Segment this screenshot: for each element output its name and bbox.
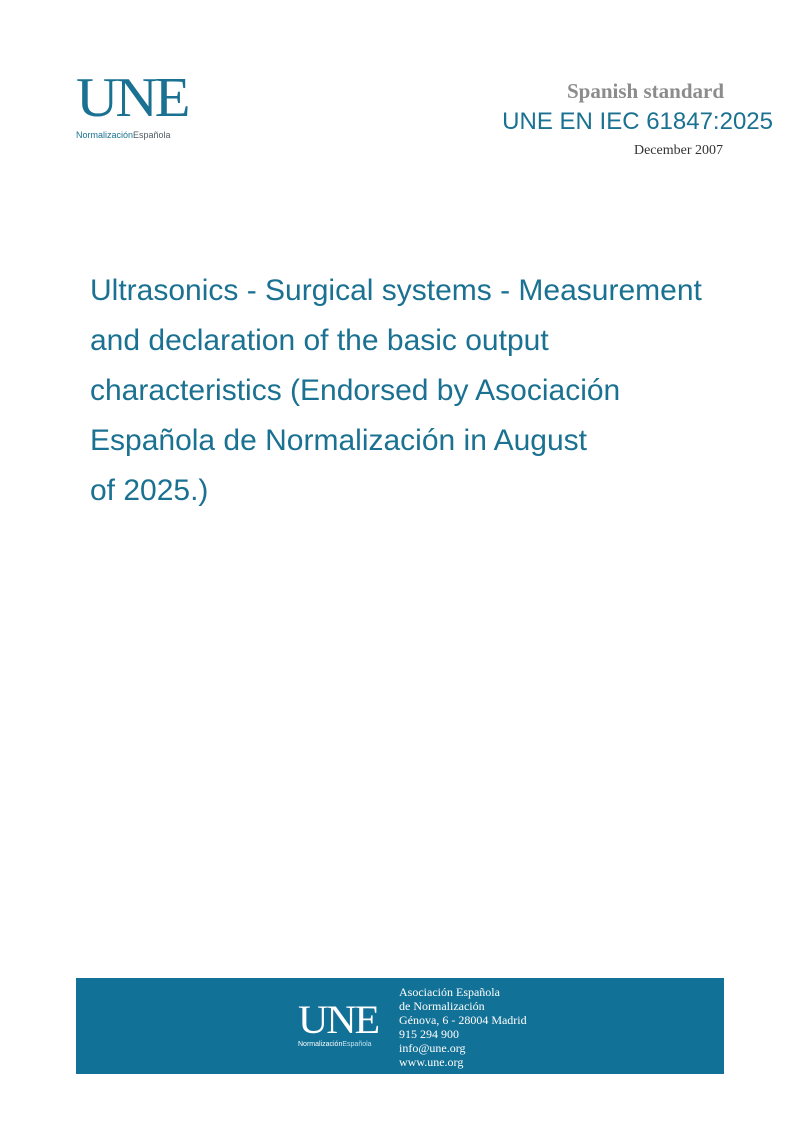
organization-name-line: de Normalización — [399, 999, 485, 1013]
logo-wordmark: UNE — [76, 67, 188, 129]
document-header — [502, 78, 773, 160]
phone-number: 915 294 900 — [399, 1027, 459, 1041]
organization-name-line: Asociación Española — [399, 985, 500, 999]
footer-logo-tagline-normal: Normalización — [298, 1041, 343, 1048]
footer-logo-tagline-strong: Española — [342, 1041, 372, 1048]
email-address: info@une.org — [399, 1041, 466, 1055]
une-logo — [76, 67, 196, 140]
document-type: Spanish standard — [567, 79, 724, 103]
website-address: www.une.org — [399, 1055, 464, 1069]
footer-logo-tagline — [298, 1041, 388, 1049]
logo-tagline-strong: Española — [133, 130, 171, 140]
publication-date: December 2007 — [633, 143, 723, 158]
logo-tagline — [76, 130, 196, 140]
title-line: characteristics (Endorsed by Asociación — [90, 374, 621, 407]
footer-logo-wordmark: UNE — [298, 997, 379, 1042]
document-title — [90, 266, 780, 516]
standard-code: UNE EN IEC 61847:2025 — [502, 108, 773, 135]
title-line: Ultrasonics - Surgical systems - Measurement — [90, 274, 702, 307]
address-line: Génova, 6 - 28004 Madrid — [399, 1013, 527, 1027]
logo-tagline-normal: Normalización — [76, 130, 134, 140]
title-line: Española de Normalización in August — [90, 424, 587, 457]
footer-logo — [298, 997, 388, 1049]
title-line: and declaration of the basic output — [90, 324, 549, 357]
title-line: of 2025.) — [90, 474, 209, 507]
footer-contact-block — [399, 985, 527, 1069]
footer-banner — [76, 978, 724, 1074]
